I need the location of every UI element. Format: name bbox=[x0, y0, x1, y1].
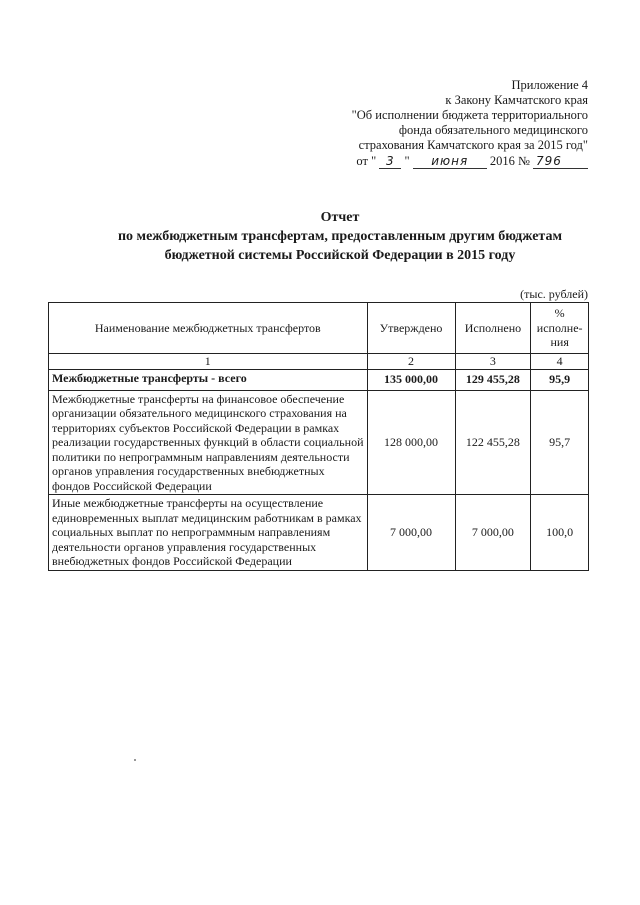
row-percent: 100,0 bbox=[531, 495, 589, 571]
header-executed: Исполнено bbox=[455, 303, 531, 354]
unit-label: (тыс. рублей) bbox=[520, 287, 588, 301]
row-approved: 128 000,00 bbox=[367, 390, 455, 495]
column-number: 3 bbox=[455, 354, 531, 370]
column-number: 1 bbox=[49, 354, 368, 370]
scan-speck bbox=[134, 759, 136, 761]
column-number-row bbox=[49, 354, 589, 370]
date-mid: " bbox=[404, 154, 410, 168]
date-month: июня bbox=[413, 155, 487, 169]
row-executed: 129 455,28 bbox=[455, 369, 531, 390]
table-row bbox=[49, 390, 589, 495]
appendix-block bbox=[288, 78, 588, 169]
row-name: Межбюджетные трансферты - всего bbox=[49, 369, 368, 390]
report-title-line: бюджетной системы Российской Федерации в 2015 году bbox=[164, 248, 516, 263]
row-name: Межбюджетные трансферты на финансовое обеспечение организации обязательного медицинского страхования на территориях субъектов Российской Федерации в рамках реализации государственных функций в области социальной политики по непрограммным направлениям деятельности органов управления государственных внебюджетных фондов Российской Федерации bbox=[49, 390, 368, 495]
row-approved: 7 000,00 bbox=[367, 495, 455, 571]
law-date-line bbox=[288, 154, 588, 169]
column-number: 2 bbox=[367, 354, 455, 370]
header-name: Наименование межбюджетных трансфертов bbox=[49, 303, 368, 354]
table-row-total bbox=[49, 369, 589, 390]
date-day: 3 bbox=[379, 155, 401, 169]
date-prefix: от " bbox=[356, 154, 377, 168]
column-number: 4 bbox=[531, 354, 589, 370]
law-number: 796 bbox=[533, 155, 588, 169]
appendix-line: "Об исполнении бюджета территориального bbox=[351, 108, 588, 122]
appendix-line: страхования Камчатского края за 2015 год" bbox=[358, 138, 588, 152]
row-name: Иные межбюджетные трансферты на осуществление единовременных выплат медицинским работникам в рамках социальных выплат по непрограммным направлениям деятельности органов управления государственных внебюджетных фондов Российской Федерации bbox=[49, 495, 368, 571]
appendix-line: к Закону Камчатского края bbox=[445, 93, 588, 107]
report-title bbox=[40, 208, 640, 265]
row-percent: 95,7 bbox=[531, 390, 589, 495]
report-title-line: по межбюджетным трансфертам, предоставленным другим бюджетам bbox=[117, 229, 563, 244]
transfers-table bbox=[48, 302, 589, 571]
row-executed: 122 455,28 bbox=[455, 390, 531, 495]
table-header-row bbox=[49, 303, 589, 354]
header-percent: % исполне-ния bbox=[531, 303, 589, 354]
appendix-line: Приложение 4 bbox=[511, 78, 588, 92]
appendix-line: фонда обязательного медицинского bbox=[398, 123, 588, 137]
row-executed: 7 000,00 bbox=[455, 495, 531, 571]
date-year: 2016 № bbox=[489, 154, 530, 168]
table-row bbox=[49, 495, 589, 571]
row-approved: 135 000,00 bbox=[367, 369, 455, 390]
report-title-line: Отчет bbox=[320, 210, 360, 225]
header-approved: Утверждено bbox=[367, 303, 455, 354]
row-percent: 95,9 bbox=[531, 369, 589, 390]
